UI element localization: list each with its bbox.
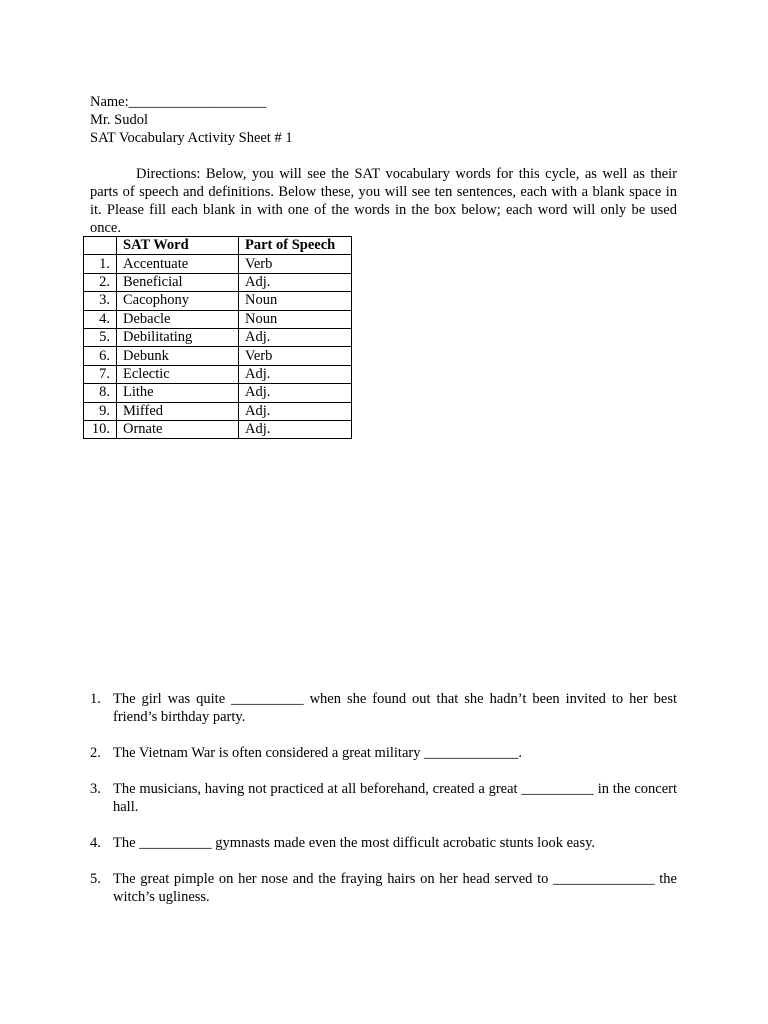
- sat-word-cell: Beneficial: [117, 273, 239, 291]
- part-of-speech-cell: Adj.: [239, 420, 352, 438]
- row-number: 4.: [84, 310, 117, 328]
- row-number: 1.: [84, 255, 117, 273]
- table-row: [84, 255, 352, 273]
- sentence-item: [90, 834, 677, 852]
- sentence-list: [90, 690, 677, 924]
- sentence-text: The great pimple on her nose and the fraying hairs on her head served to ______________ the witch’s ugliness.: [113, 871, 677, 905]
- row-number: 7.: [84, 365, 117, 383]
- sentence-number: 2.: [90, 745, 101, 761]
- table-row: [84, 402, 352, 420]
- row-number: 5.: [84, 328, 117, 346]
- sentence-item: [90, 744, 677, 762]
- row-number: 6.: [84, 347, 117, 365]
- teacher-name: Mr. Sudol: [90, 112, 149, 128]
- table-row: [84, 365, 352, 383]
- table-header-row: [84, 237, 352, 255]
- sentence-number: 3.: [90, 781, 101, 797]
- sentence-number: 5.: [90, 871, 101, 887]
- sat-word-cell: Eclectic: [117, 365, 239, 383]
- sat-word-cell: Ornate: [117, 420, 239, 438]
- row-number: 9.: [84, 402, 117, 420]
- sentence-text: The __________ gymnasts made even the most difficult acrobatic stunts look easy.: [113, 835, 596, 851]
- col-header-part-of-speech: Part of Speech: [239, 237, 352, 255]
- directions-paragraph: Directions: Below, you will see the SAT vocabulary words for this cycle, as well as their parts of speech and definitions. Below these, you will see ten sentences, each with a blank space in it. Please fill each blank in with one of the words in the box below; each word will only be used once.: [90, 166, 677, 236]
- table-row: [84, 310, 352, 328]
- sentence-text: The girl was quite __________ when she found out that she hadn’t been invited to her best friend’s birthday party.: [113, 691, 677, 725]
- sat-word-cell: Debacle: [117, 310, 239, 328]
- sat-word-cell: Cacophony: [117, 292, 239, 310]
- sentence-item: [90, 780, 677, 816]
- sheet-title: SAT Vocabulary Activity Sheet # 1: [90, 130, 293, 146]
- part-of-speech-cell: Adj.: [239, 273, 352, 291]
- sentence-number: 4.: [90, 835, 101, 851]
- sat-word-cell: Miffed: [117, 402, 239, 420]
- table-row: [84, 273, 352, 291]
- part-of-speech-cell: Verb: [239, 255, 352, 273]
- table-row: [84, 292, 352, 310]
- name-line: Name:___________________: [90, 94, 267, 110]
- sat-word-cell: Debilitating: [117, 328, 239, 346]
- part-of-speech-cell: Noun: [239, 310, 352, 328]
- table-row: [84, 328, 352, 346]
- col-header-sat-word: SAT Word: [117, 237, 239, 255]
- part-of-speech-cell: Adj.: [239, 328, 352, 346]
- sentence-number: 1.: [90, 691, 101, 707]
- part-of-speech-cell: Adj.: [239, 384, 352, 402]
- sat-word-cell: Lithe: [117, 384, 239, 402]
- part-of-speech-cell: Verb: [239, 347, 352, 365]
- row-number: 8.: [84, 384, 117, 402]
- table-row: [84, 347, 352, 365]
- vocab-table: [83, 236, 352, 439]
- table-row: [84, 384, 352, 402]
- sat-word-cell: Debunk: [117, 347, 239, 365]
- row-number: 10.: [84, 420, 117, 438]
- part-of-speech-cell: Adj.: [239, 402, 352, 420]
- sat-word-cell: Accentuate: [117, 255, 239, 273]
- table-row: [84, 420, 352, 438]
- row-number: 2.: [84, 273, 117, 291]
- sentence-item: [90, 690, 677, 726]
- vocab-table-body: [84, 255, 352, 439]
- part-of-speech-cell: Noun: [239, 292, 352, 310]
- sentence-text: The musicians, having not practiced at all beforehand, created a great __________ in the concert hall.: [113, 781, 677, 815]
- col-header-number: [84, 237, 117, 255]
- sentence-item: [90, 870, 677, 906]
- part-of-speech-cell: Adj.: [239, 365, 352, 383]
- sentence-text: The Vietnam War is often considered a great military _____________.: [113, 745, 522, 761]
- row-number: 3.: [84, 292, 117, 310]
